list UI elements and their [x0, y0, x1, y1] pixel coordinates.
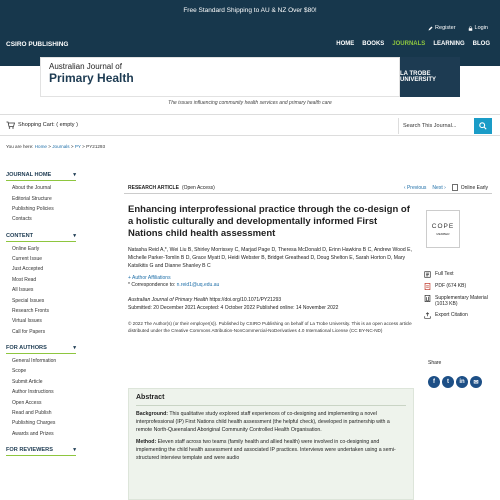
publication-dates: Submitted: 20 December 2021 Accepted: 4 October 2022 Published online: 14 November 2022: [128, 305, 339, 311]
correspondence: * Correspondence to: n.reid1@uq.edu.au: [128, 282, 220, 288]
menu-learning[interactable]: LEARNING: [433, 41, 465, 47]
sidebar-item-call-for-papers[interactable]: Call for Papers: [12, 328, 46, 335]
pdf-download-link[interactable]: PDF (674 KB): [424, 280, 496, 292]
next-article-link[interactable]: Next ›: [432, 184, 446, 191]
export-citation-link[interactable]: Export Citation: [424, 309, 496, 321]
twitter-share-button[interactable]: t: [442, 376, 454, 388]
breadcrumb-home[interactable]: Home: [34, 144, 47, 149]
menu-blog[interactable]: BLOG: [472, 41, 490, 47]
sidebar-section-for-authors[interactable]: FOR AUTHORS ▾: [6, 343, 76, 354]
sidebar-item-policies[interactable]: Publishing Policies: [12, 205, 54, 212]
online-early-link[interactable]: Online Early: [452, 184, 488, 191]
article-header: [128, 204, 414, 334]
sidebar-item-most-read[interactable]: Most Read: [12, 276, 37, 283]
facebook-share-button[interactable]: f: [428, 376, 440, 388]
csiro-publishing-logo[interactable]: CSIRO PUBLISHING: [6, 41, 69, 48]
sidebar-item-contacts[interactable]: Contacts: [12, 216, 32, 223]
sidebar-item-awards[interactable]: Awards and Prizes: [12, 430, 54, 437]
abstract-heading: Abstract: [136, 394, 406, 406]
sidebar-item-virtual-issues[interactable]: Virtual Issues: [12, 318, 42, 325]
main-menu: [336, 41, 490, 47]
search-button[interactable]: [474, 118, 492, 134]
journal-title-line2: Primary Health: [49, 71, 134, 85]
sidebar-section-content[interactable]: CONTENT ▾: [6, 231, 76, 242]
attachment-icon: [424, 295, 431, 302]
open-access-label: (Open Access): [181, 184, 215, 191]
document-icon: [452, 184, 458, 191]
promo-banner: Free Standard Shipping to AU & NZ Over $80!: [0, 0, 500, 22]
sidebar-item-editorial[interactable]: Editorial Structure: [12, 195, 52, 202]
latrobe-logo: LA TROBE UNIVERSITY: [400, 57, 460, 97]
sidebar-section-for-reviewers[interactable]: FOR REVIEWERS ▾: [6, 445, 76, 456]
sidebar-item-charges[interactable]: Publishing Charges: [12, 420, 56, 427]
sidebar-item-current-issue[interactable]: Current Issue: [12, 256, 43, 263]
correspondence-email[interactable]: n.reid1@uq.edu.au: [176, 282, 220, 288]
sidebar-item-online-early[interactable]: Online Early: [12, 245, 40, 252]
edit-icon: [428, 26, 433, 31]
sidebar-item-all-issues[interactable]: All Issues: [12, 287, 34, 294]
article-tools: [424, 210, 496, 321]
abstract-background: Background: This qualitative study explored staff experiences of co-designing and implementing a novel interprofessional (IP) First Nations child health assessment (the helpful check), developed in partnership with a remote North-Queensland Aboriginal Community Controlled Health Organisation.: [136, 411, 390, 433]
pdf-icon: [424, 283, 431, 290]
register-link[interactable]: Register: [428, 25, 455, 31]
abstract-panel: [128, 388, 414, 500]
sidebar: [6, 170, 76, 458]
citation-block: [128, 296, 414, 312]
journal-banner[interactable]: [40, 57, 460, 97]
previous-article-link[interactable]: ‹ Previous: [403, 184, 427, 191]
journal-title-line1: Australian Journal of: [49, 62, 122, 71]
breadcrumb-current: PY21293: [86, 144, 106, 149]
breadcrumb: You are here: Home > Journals > PY > PY21293: [6, 144, 106, 149]
menu-books[interactable]: BOOKS: [362, 41, 385, 47]
journal-name: Australian Journal of Primary Health: [128, 297, 209, 303]
share-label: Share: [428, 360, 442, 366]
article-pager: [404, 185, 446, 191]
cope-member-logo[interactable]: COPE MEMBER: [426, 210, 460, 248]
sidebar-item-research-fronts[interactable]: Research Fronts: [12, 307, 49, 314]
sidebar-item-open-access[interactable]: Open Access: [12, 399, 42, 406]
search-icon: [479, 122, 487, 130]
author-list: Natasha Reid A,*, Wei Liu B, Shirley Morrissey C, Marjad Page D, Theresa McDonald D, Erinn Hawkins B C, Andrew Wood E, Michelle Parker-Tomlin B D, Grace Myatt D, Heidi Webster B, Bridget Greathead D, Doug Shelton E, Sarah Horton D, Mary Katsikitis G and Dianne Shanley B C: [128, 247, 412, 269]
shopping-cart[interactable]: [6, 121, 78, 129]
cart-search-bar: [0, 114, 500, 136]
journal-title-block: [40, 57, 400, 97]
chevron-down-icon: ▾: [73, 232, 76, 239]
breadcrumb-journals[interactable]: Journals: [52, 144, 70, 149]
article-toolbar: [124, 182, 492, 194]
email-share-button[interactable]: ✉: [470, 376, 482, 388]
export-icon: [424, 312, 431, 319]
sidebar-item-author-instructions[interactable]: Author Instructions: [12, 389, 54, 396]
breadcrumb-py[interactable]: PY: [74, 144, 81, 149]
article-title: Enhancing interprofessional practice through the co-design of a holistic culturally and developmentally informed First Nations child health assessment: [128, 204, 410, 239]
lock-icon: [468, 26, 473, 31]
menu-journals[interactable]: JOURNALS: [392, 41, 426, 47]
menu-home[interactable]: HOME: [336, 41, 355, 47]
abstract-method: Method: Eleven staff across two teams (family health and allied health) were involved in co-designing and implementing the child health assessment and associated IP practices. Interviews were undertaken using a semi-structured interview template and were audio: [136, 439, 396, 461]
article-type: RESEARCH ARTICLE: [128, 184, 179, 191]
sidebar-section-journal-home[interactable]: JOURNAL HOME ▾: [6, 170, 76, 181]
linkedin-share-button[interactable]: in: [456, 376, 468, 388]
cart-icon: [6, 121, 15, 129]
journal-search-input[interactable]: Search This Journal...: [398, 118, 474, 134]
login-link[interactable]: Login: [468, 25, 488, 31]
sidebar-item-about[interactable]: About the Journal: [12, 185, 52, 192]
chevron-down-icon: ▾: [73, 446, 76, 453]
chevron-down-icon: ▾: [73, 172, 76, 178]
sidebar-item-just-accepted[interactable]: Just Accepted: [12, 266, 44, 273]
article-toolbar-wrap: [124, 182, 492, 194]
cart-label: Shopping Cart: ( empty ): [18, 122, 78, 128]
full-text-link[interactable]: Full Text: [424, 268, 496, 280]
full-text-icon: [424, 271, 431, 278]
sidebar-item-special-issues[interactable]: Special Issues: [12, 297, 45, 304]
share-buttons: [428, 376, 482, 388]
sidebar-item-read-publish[interactable]: Read and Publish: [12, 409, 52, 416]
journal-tagline: The issues influencing community health services and primary health care: [168, 100, 332, 106]
doi-link[interactable]: https://doi.org/10.1071/PY21293: [209, 297, 282, 303]
copyright-notice: © 2022 The Author(s) (or their employer(s)). Published by CSIRO Publishing on behalf of La Trobe University. This is an open access article distributed under the Creative Commons Attribution-NonCommercial-NoDerivatives 4.0 International License (CC BY-NC-ND): [128, 321, 412, 333]
sidebar-item-submit[interactable]: Submit Article: [12, 378, 43, 385]
sidebar-item-general-info[interactable]: General Information: [12, 358, 57, 365]
sidebar-item-scope[interactable]: Scope: [12, 368, 27, 375]
supplementary-material-link[interactable]: Supplementary Material (1013 KB): [424, 292, 496, 309]
account-links: [428, 25, 488, 31]
author-affiliations-toggle[interactable]: + Author Affiliations: [128, 275, 171, 281]
chevron-down-icon: ▾: [73, 344, 76, 351]
